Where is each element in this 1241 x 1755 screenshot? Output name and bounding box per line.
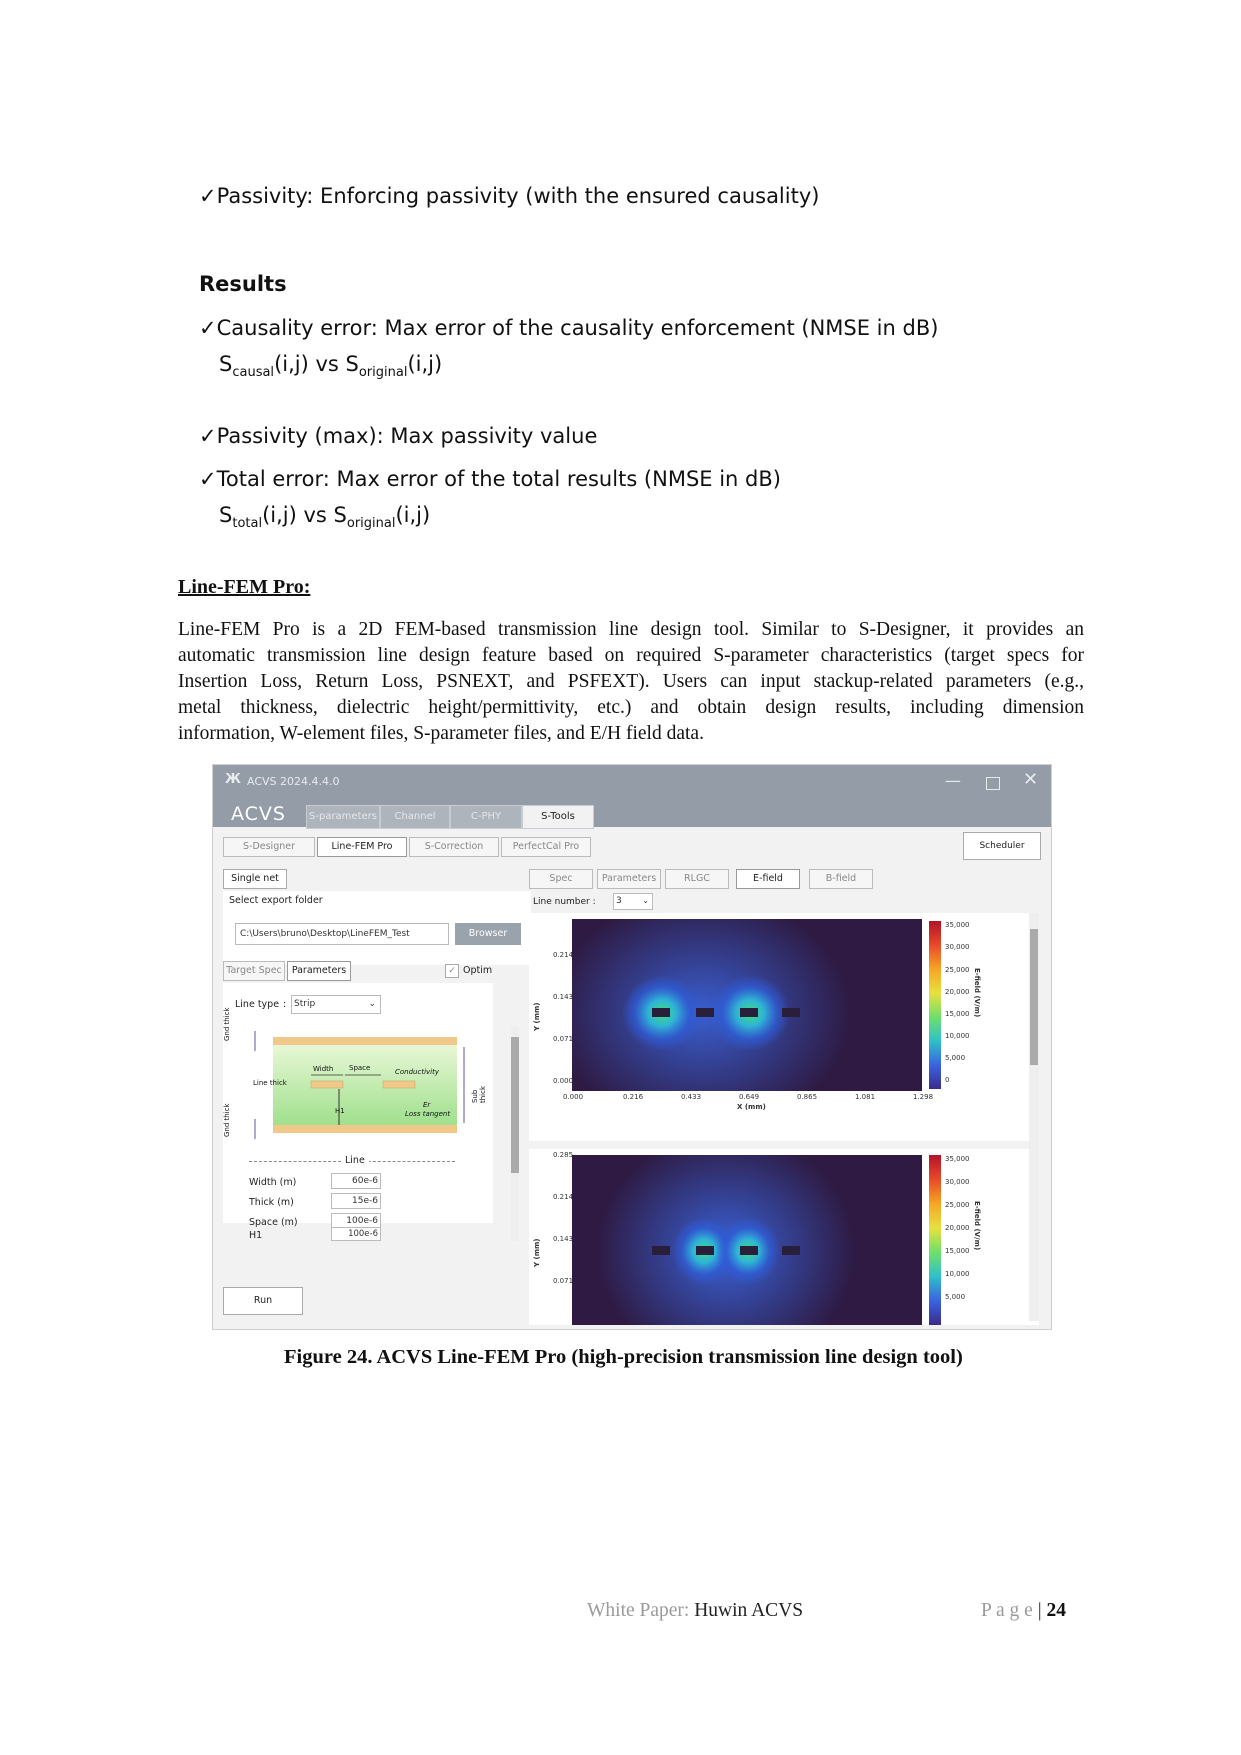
y-tick: 0.071 [553,1277,574,1285]
select-export-label: Select export folder [229,895,323,906]
subtab-s-designer[interactable]: S-Designer [223,837,315,857]
signal-trace-2 [383,1081,415,1088]
conductivity-label: Conductivity [395,1068,439,1076]
app-window-figure [212,764,1052,1330]
footer-page: P a g e | 24 [981,1600,1066,1621]
line-type-label: Line type [235,999,280,1010]
tab-target-spec[interactable]: Target Spec [223,961,285,981]
figure-caption: Figure 24. ACVS Line-FEM Pro (high-precision transmission line design tool) [284,1346,963,1368]
x-axis-label: X (mm) [737,1103,766,1111]
result-tab-spec[interactable]: Spec [529,869,593,889]
param-label-h1: H1 [249,1230,263,1241]
param-label-thick: Thick (m) [249,1197,294,1208]
result-tab-b-field[interactable]: B-field [809,869,873,889]
line-number-label: Line number : [533,897,596,907]
section-heading: Line-FEM Pro: [178,576,311,598]
check-item-causality-error: ✓Causality error: Max error of the causality enforcement (NMSE in dB) [199,316,939,340]
conductor [782,1008,800,1017]
conductor [652,1246,670,1255]
colorbar-tick: 5,000 [945,1054,966,1062]
y-tick: 0.143 [553,993,574,1001]
conductor [696,1246,714,1255]
section-paragraph: Line-FEM Pro is a 2D FEM-based transmission line design tool. Similar to S-Designer, it provides an automatic transmission line design feature based on required S-parameter characteristics (target specs for Insertion Loss, Return Loss, PSNEXT, and PSFEXT). Users can input stackup-related parameters (e.g., metal thickness, dielectric height/permittivity, etc.) and obtain design results, including dimension information, W-element files, S-parameter files, and E/H field data. [178,619,1084,744]
tab-parameters[interactable]: Parameters [287,961,351,981]
colorbar-tick: 30,000 [945,943,970,951]
conductor [652,1008,670,1017]
param-input-h1[interactable]: 100e-6 [331,1227,381,1241]
total-formula: $S_{total}(i,j)$ vs $S_{original}(i,j)$ [219,503,431,531]
colorbar-tick: 15,000 [945,1247,970,1255]
colorbar-tick: 20,000 [945,1224,970,1232]
result-tab-parameters[interactable]: Parameters [597,869,661,889]
space-label: Space [349,1064,371,1072]
y-tick: 0.071 [553,1035,574,1043]
line-type-select[interactable]: Strip ⌄ [291,995,381,1014]
bottom-ground-plane [273,1125,457,1133]
line-number-select[interactable]: 3 ⌄ [613,893,653,910]
conductor [740,1008,758,1017]
page-number: 24 [1046,1600,1066,1621]
close-icon[interactable]: ✕ [1023,769,1039,790]
causal-formula: $S_{causal}(i,j)$ vs $S_{original}(i,j)$ [219,352,443,380]
er-label: Er [423,1101,431,1109]
h1-label: H1 [335,1107,345,1115]
width-label: Width [313,1065,334,1073]
param-input-width[interactable]: 60e-6 [331,1173,381,1189]
colorbar-tick: 10,000 [945,1032,970,1040]
conductor [782,1246,800,1255]
app-logo-icon: Ж [225,772,241,787]
y-tick: 0.143 [553,1235,574,1243]
line-thick-label: Line thick [253,1079,287,1087]
parameters-panel: Line type : Strip ⌄ Gnd thick Gnd thick Width Space Conductivity Line thick H1 Er Loss tangent Sub thick Line Width (m) 60e-6 Thick (m) 15e-6 Space (m) 100e-6 [223,983,493,1223]
colorbar-tick: 25,000 [945,966,970,974]
gnd-thick-label-top: Gnd thick [223,1007,231,1041]
param-label-space: Space (m) [249,1217,298,1228]
tab-channel[interactable]: Channel [380,805,450,829]
colorbar-tick: 35,000 [945,921,970,929]
efield-plot-2 [529,1149,1039,1325]
loss-tangent-label: Loss tangent [405,1110,451,1118]
colorbar-label: E-field (V/m) [973,1201,981,1251]
param-input-space[interactable]: 100e-6 [331,1213,381,1229]
top-ground-plane [273,1037,457,1045]
x-tick: 0.865 [797,1093,818,1101]
chevron-down-icon: ⌄ [368,999,376,1009]
check-icon: ✓ [199,184,217,208]
conductor [740,1246,758,1255]
app-logo-text: ACVS [231,803,286,825]
check-icon: ✓ [199,316,217,340]
y-tick: 0.214 [553,1193,574,1201]
x-tick: 0.000 [563,1093,584,1101]
colorbar-tick: 25,000 [945,1201,970,1209]
conductor [696,1008,714,1017]
right-scrollbar[interactable] [1029,913,1039,1321]
efield-plot-1 [529,913,1039,1141]
footer-left: White Paper: Huwin ACVS [587,1600,804,1621]
x-tick: 0.433 [681,1093,702,1101]
browser-button[interactable]: Browser [455,923,521,945]
tab-s-parameters[interactable]: S-parameters [306,805,380,829]
colorbar-tick: 30,000 [945,1178,970,1186]
subtab-line-fem-pro[interactable]: Line-FEM Pro [317,837,407,857]
export-path-input[interactable]: C:\Users\bruno\Desktop\LineFEM_Test [235,923,449,945]
minimize-icon[interactable]: — [945,771,961,790]
colorbar-tick: 10,000 [945,1270,970,1278]
tab-s-tools[interactable]: S-Tools [522,805,594,829]
colorbar-tick: 15,000 [945,1010,970,1018]
colorbar-tick: 20,000 [945,988,970,996]
check-item-passivity-max: ✓Passivity (max): Max passivity value [199,424,598,448]
check-item-total-error: ✓Total error: Max error of the total results (NMSE in dB) [199,467,781,491]
x-tick: 1.298 [913,1093,934,1101]
param-label-width: Width (m) [249,1177,297,1188]
efield-map-1 [572,919,922,1091]
sub-thick-label: Sub thick [471,1085,487,1103]
x-tick: 0.216 [623,1093,644,1101]
colorbar-tick: 35,000 [945,1155,970,1163]
results-heading: Results [199,272,287,296]
colorbar-tick: 0 [945,1076,950,1084]
colorbar-1 [929,921,941,1089]
result-tab-e-field[interactable]: E-field [736,869,800,889]
left-scrollbar-thumb[interactable] [511,1037,519,1173]
param-input-thick[interactable]: 15e-6 [331,1193,381,1209]
tab-c-phy[interactable]: C-PHY [450,805,522,829]
line-section-label: Line [341,1155,369,1166]
subtab-s-correction[interactable]: S-Correction [409,837,499,857]
subtab-perfectcal-pro[interactable]: PerfectCal Pro [501,837,591,857]
x-tick: 1.081 [855,1093,876,1101]
export-panel [223,891,531,965]
y-tick: 0.285 [553,1151,574,1159]
check-icon: ✓ [199,424,217,448]
single-net-button[interactable]: Single net [223,869,287,889]
colorbar-tick: 5,000 [945,1293,966,1301]
colorbar-label: E-field (V/m) [973,968,981,1018]
check-icon: ✓ [199,467,217,491]
x-tick: 0.649 [739,1093,760,1101]
optim-label: Optim [463,965,493,976]
maximize-icon[interactable] [986,777,1000,790]
window-title: ACVS 2024.4.4.0 [247,775,340,788]
chevron-down-icon: ⌄ [642,896,649,905]
right-scrollbar-thumb[interactable] [1030,929,1038,1065]
signal-trace-1 [311,1081,343,1088]
y-tick: 0.214 [553,951,574,959]
scheduler-button[interactable]: Scheduler [963,832,1041,860]
check-item-passivity: ✓Passivity: Enforcing passivity (with the ensured causality) [199,184,820,208]
optim-checkbox[interactable]: ✓ [445,964,459,978]
colorbar-2 [929,1155,941,1325]
efield-map-2 [572,1155,922,1325]
y-axis-label: Y (mm) [533,1002,541,1031]
gnd-thick-label-bottom: Gnd thick [223,1103,231,1137]
y-axis-label: Y (mm) [533,1238,541,1267]
run-button[interactable]: Run [223,1287,303,1315]
result-tab-rlgc[interactable]: RLGC [665,869,729,889]
left-scrollbar[interactable] [511,1027,519,1241]
y-tick: 0.000 [553,1077,574,1085]
